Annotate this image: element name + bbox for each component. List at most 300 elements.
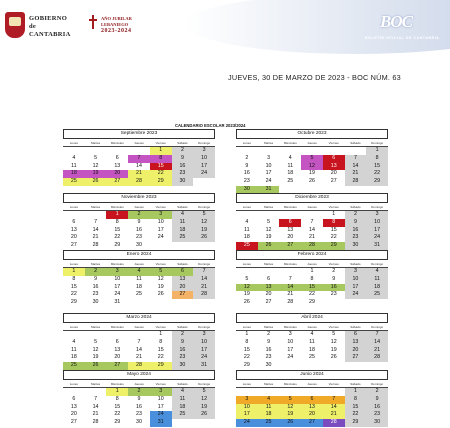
day-cell: 25	[172, 411, 194, 419]
empty-cell	[258, 388, 280, 396]
day-cell: 11	[287, 162, 294, 169]
day-cell: 17	[265, 170, 272, 177]
day-cell: 30	[92, 299, 99, 306]
day-grid	[63, 147, 215, 186]
empty-cell	[63, 331, 85, 339]
day-cell: 27	[106, 178, 128, 186]
day-cell: 11	[71, 346, 77, 353]
day-cell: 25	[136, 291, 142, 298]
day-cell: 10	[157, 218, 164, 225]
day-cell: 12	[301, 163, 323, 171]
day-cell: 2	[366, 388, 388, 396]
day-cell: 13	[70, 226, 77, 233]
weekday-name: Jueves	[134, 141, 144, 145]
day-cell: 24	[193, 354, 215, 362]
day-cell: 17	[157, 403, 164, 410]
day-cell: 15	[70, 283, 77, 290]
day-cell: 7	[128, 155, 150, 163]
empty-cell	[236, 268, 258, 276]
day-cell: 21	[92, 234, 99, 241]
day-cell: 28	[128, 178, 150, 186]
day-cell: 26	[85, 178, 107, 186]
month-block	[63, 370, 215, 427]
empty-cell	[63, 147, 85, 155]
day-cell: 22	[309, 291, 315, 298]
day-cell: 26	[157, 291, 164, 298]
day-cell: 13	[70, 403, 77, 410]
weekday-name: Sábado	[177, 382, 188, 386]
day-cell: 3	[193, 331, 215, 339]
day-grid	[63, 268, 215, 307]
weekday-name: Miércoles	[110, 262, 124, 266]
boc-subtitle: BOLETÍN OFICIAL DE CANTABRIA	[365, 36, 440, 40]
day-cell: 23	[136, 411, 142, 418]
day-cell: 9	[137, 395, 141, 402]
day-cell: 1	[150, 147, 172, 155]
weekday-name: Miércoles	[110, 205, 124, 209]
weekday-name: Martes	[90, 382, 101, 386]
jubilar-line-1: AÑO JUBILAR	[101, 16, 132, 21]
day-cell: 13	[114, 162, 121, 169]
day-cell: 2	[332, 268, 336, 274]
day-cell: 22	[345, 411, 367, 419]
day-cell: 27	[70, 242, 77, 249]
weekday-name: Viernes	[328, 141, 339, 145]
day-cell: 1	[310, 268, 314, 274]
day-cell: 2	[128, 211, 150, 219]
day-cell: 26	[85, 362, 107, 370]
empty-cell	[345, 147, 367, 155]
day-cell: 10	[157, 395, 164, 402]
day-cell: 1	[106, 388, 128, 396]
day-cell: 18	[172, 404, 194, 412]
day-cell: 20	[265, 291, 272, 298]
day-cell: 29	[70, 299, 77, 306]
day-cell: 8	[366, 155, 388, 163]
day-cell: 12	[279, 404, 301, 412]
day-cell: 14	[92, 226, 99, 233]
empty-cell	[85, 388, 107, 396]
day-cell: 25	[63, 178, 85, 186]
day-cell: 31	[114, 299, 121, 306]
day-cell: 18	[258, 411, 280, 419]
day-cell: 20	[114, 354, 121, 361]
day-cell: 7	[366, 331, 388, 339]
empty-cell	[258, 268, 280, 276]
day-cell: 14	[366, 339, 388, 347]
day-cell: 11	[136, 275, 142, 282]
empty-cell	[301, 388, 323, 396]
day-cell: 23	[136, 234, 142, 241]
day-cell: 29	[114, 419, 121, 426]
day-cell: 14	[323, 404, 345, 412]
day-cell: 29	[114, 242, 121, 249]
weekday-name: Martes	[263, 262, 274, 266]
day-cell: 4	[310, 331, 314, 337]
day-cell: 2	[245, 154, 249, 161]
day-cell: 4	[245, 218, 249, 225]
day-cell: 26	[193, 234, 215, 242]
day-cell: 5	[150, 268, 172, 276]
day-cell: 20	[345, 347, 367, 355]
weekday-name: Martes	[263, 382, 274, 386]
weekday-name: Lunes	[242, 141, 251, 145]
day-cell: 10	[345, 276, 367, 284]
weekday-name: Jueves	[134, 325, 144, 329]
weekday-name: Sábado	[177, 262, 188, 266]
weekday-name: Sábado	[350, 382, 361, 386]
empty-cell	[85, 211, 107, 219]
day-cell: 18	[309, 346, 315, 353]
day-cell: 4	[172, 388, 194, 396]
day-cell: 29	[243, 362, 250, 369]
day-cell: 6	[115, 338, 119, 345]
day-cell: 15	[301, 284, 323, 292]
day-cell: 26	[193, 411, 215, 419]
day-cell: 28	[193, 291, 215, 299]
day-cell: 10	[366, 219, 388, 227]
day-cell: 3	[193, 147, 215, 155]
day-cell: 24	[265, 178, 272, 185]
empty-cell	[258, 147, 280, 155]
day-cell: 2	[345, 211, 367, 219]
day-cell: 19	[265, 234, 272, 241]
day-cell: 6	[267, 275, 271, 282]
weekday-name: Lunes	[69, 262, 78, 266]
day-cell: 25	[309, 354, 315, 361]
day-cell: 10	[114, 275, 121, 282]
day-cell: 16	[136, 403, 142, 410]
empty-cell	[63, 211, 85, 219]
day-cell: 29	[150, 362, 172, 370]
day-grid	[236, 388, 388, 427]
day-cell: 3	[150, 211, 172, 219]
weekday-name: Sábado	[350, 205, 361, 209]
day-cell: 8	[310, 275, 314, 282]
day-cell: 30	[236, 186, 258, 194]
month-name: Abril 2024	[236, 313, 388, 323]
day-cell: 19	[193, 404, 215, 412]
weekday-name: Jueves	[134, 262, 144, 266]
weekday-name: Jueves	[307, 382, 317, 386]
day-cell: 21	[287, 291, 294, 298]
day-cell: 4	[72, 338, 76, 345]
weekday-header	[63, 204, 215, 211]
day-cell: 1	[106, 211, 128, 219]
day-cell: 26	[330, 354, 337, 361]
day-cell: 6	[72, 218, 76, 225]
weekday-name: Lunes	[242, 382, 251, 386]
day-cell: 9	[332, 275, 336, 282]
day-cell: 19	[92, 354, 99, 361]
day-cell: 23	[330, 291, 337, 298]
weekday-name: Martes	[263, 205, 274, 209]
weekday-name: Martes	[263, 141, 274, 145]
day-cell: 20	[70, 411, 77, 418]
day-cell: 18	[287, 170, 294, 177]
day-cell: 2	[172, 147, 194, 155]
day-cell: 6	[72, 395, 76, 402]
empty-cell	[106, 331, 128, 339]
day-cell: 24	[193, 170, 215, 178]
weekday-header	[63, 324, 215, 331]
day-cell: 23	[243, 178, 250, 185]
day-cell: 27	[265, 299, 272, 306]
empty-cell	[128, 331, 150, 339]
weekday-name: Sábado	[177, 141, 188, 145]
day-cell: 18	[243, 234, 250, 241]
gov-line-2: de	[29, 23, 37, 30]
day-cell: 9	[345, 219, 367, 227]
day-cell: 29	[345, 419, 367, 427]
day-cell: 19	[157, 283, 164, 290]
day-cell: 11	[258, 404, 280, 412]
month-name: Febrero 2024	[236, 250, 388, 260]
day-cell: 1	[332, 211, 336, 217]
day-cell: 17	[236, 411, 258, 419]
month-name: Enero 2024	[63, 250, 215, 260]
day-cell: 20	[287, 234, 294, 241]
weekday-name: Sábado	[350, 325, 361, 329]
day-cell: 5	[193, 388, 215, 396]
empty-cell	[279, 268, 301, 276]
day-cell: 7	[323, 396, 345, 404]
day-cell: 22	[157, 354, 164, 361]
weekday-name: Viernes	[155, 325, 166, 329]
day-cell: 21	[193, 284, 215, 292]
day-cell: 15	[345, 404, 367, 412]
calendar-title: CALENDARIO ESCOLAR 2023/2024	[175, 123, 246, 128]
day-cell: 16	[323, 284, 345, 292]
weekday-name: Miércoles	[283, 205, 297, 209]
weekday-header	[236, 324, 388, 331]
day-cell: 19	[193, 227, 215, 235]
day-cell: 4	[172, 211, 194, 219]
day-cell: 3	[267, 154, 271, 161]
month-name: Noviembre 2023	[63, 193, 215, 203]
weekday-name: Viernes	[155, 262, 166, 266]
day-cell: 13	[172, 276, 194, 284]
day-cell: 11	[172, 219, 194, 227]
day-cell: 21	[345, 170, 367, 178]
day-cell: 12	[92, 162, 99, 169]
weekday-name: Sábado	[350, 141, 361, 145]
weekday-name: Sábado	[177, 205, 188, 209]
jubilar-logo-text	[101, 16, 132, 34]
day-cell: 7	[310, 218, 314, 225]
day-cell: 3	[236, 396, 258, 404]
month-block	[63, 250, 215, 307]
day-cell: 2	[172, 331, 194, 339]
day-cell: 3	[106, 268, 128, 276]
weekday-name: Jueves	[307, 141, 317, 145]
day-cell: 22	[366, 170, 388, 178]
day-cell: 12	[193, 396, 215, 404]
day-cell: 16	[92, 283, 99, 290]
day-cell: 28	[366, 354, 388, 362]
day-cell: 7	[94, 218, 98, 225]
day-cell: 29	[323, 242, 345, 250]
day-cell: 23	[92, 291, 99, 298]
weekday-name: Viernes	[328, 205, 339, 209]
day-cell: 17	[287, 346, 294, 353]
empty-cell	[323, 388, 345, 396]
day-cell: 6	[301, 396, 323, 404]
empty-cell	[301, 211, 323, 219]
day-cell: 21	[309, 234, 315, 241]
day-cell: 30	[345, 242, 367, 250]
weekday-name: Viernes	[155, 141, 166, 145]
day-cell: 30	[136, 419, 142, 426]
weekday-name: Domingo	[371, 205, 384, 209]
weekday-name: Domingo	[371, 141, 384, 145]
day-cell: 27	[279, 242, 301, 250]
day-cell: 28	[92, 419, 99, 426]
weekday-name: Viernes	[328, 262, 339, 266]
weekday-name: Viernes	[155, 382, 166, 386]
day-cell: 1	[345, 388, 367, 396]
day-cell: 15	[243, 346, 250, 353]
month-name: Septiembre 2023	[63, 129, 215, 139]
day-cell: 21	[323, 411, 345, 419]
day-grid	[236, 211, 388, 250]
day-cell: 27	[330, 178, 337, 185]
day-cell: 26	[309, 178, 315, 185]
day-cell: 10	[193, 155, 215, 163]
day-cell: 6	[323, 155, 345, 163]
weekday-name: Domingo	[198, 382, 211, 386]
day-cell: 16	[366, 404, 388, 412]
day-cell: 3	[288, 331, 292, 337]
day-cell: 19	[279, 411, 301, 419]
day-cell: 9	[366, 396, 388, 404]
weekday-name: Lunes	[242, 325, 251, 329]
day-cell: 27	[345, 354, 367, 362]
day-cell: 10	[287, 338, 294, 345]
day-cell: 17	[366, 227, 388, 235]
day-cell: 8	[72, 275, 76, 282]
day-cell: 22	[330, 234, 337, 241]
day-cell: 11	[71, 162, 77, 169]
day-cell: 11	[172, 396, 194, 404]
day-cell: 13	[323, 163, 345, 171]
day-cell: 1	[245, 331, 249, 337]
day-cell: 8	[150, 155, 172, 163]
day-cell: 17	[193, 163, 215, 171]
weekday-name: Sábado	[350, 262, 361, 266]
day-cell: 1	[63, 268, 85, 276]
day-cell: 28	[287, 299, 294, 306]
day-cell: 8	[115, 395, 119, 402]
day-cell: 22	[150, 170, 172, 178]
day-cell: 13	[114, 346, 121, 353]
weekday-name: Miércoles	[110, 382, 124, 386]
day-cell: 20	[172, 284, 194, 292]
day-cell: 13	[301, 404, 323, 412]
day-cell: 6	[172, 268, 194, 276]
day-cell: 23	[366, 411, 388, 419]
weekday-name: Domingo	[198, 262, 211, 266]
weekday-name: Lunes	[69, 382, 78, 386]
day-grid	[63, 211, 215, 250]
day-cell: 10	[265, 162, 272, 169]
weekday-name: Miércoles	[283, 141, 297, 145]
weekday-name: Domingo	[198, 325, 211, 329]
empty-cell	[63, 388, 85, 396]
day-cell: 5	[267, 218, 271, 225]
month-name: Diciembre 2023	[236, 193, 388, 203]
month-block	[236, 370, 388, 427]
month-block	[236, 250, 388, 307]
weekday-name: Domingo	[371, 262, 384, 266]
day-cell: 23	[172, 170, 194, 178]
day-cell: 15	[157, 346, 164, 353]
day-cell: 15	[114, 226, 121, 233]
weekday-name: Miércoles	[110, 141, 124, 145]
jubilar-years: 2023-2024	[101, 28, 132, 34]
day-cell: 31	[150, 419, 172, 427]
day-cell: 15	[150, 163, 172, 171]
day-cell: 8	[345, 396, 367, 404]
day-cell: 9	[172, 339, 194, 347]
day-cell: 10	[193, 339, 215, 347]
day-cell: 2	[267, 331, 271, 337]
day-grid	[236, 268, 388, 307]
day-cell: 3	[150, 388, 172, 396]
day-cell: 22	[243, 354, 250, 361]
month-block	[63, 193, 215, 250]
day-cell: 24	[157, 234, 164, 241]
day-cell: 28	[345, 178, 367, 186]
day-cell: 2	[128, 388, 150, 396]
day-cell: 17	[114, 283, 121, 290]
weekday-name: Domingo	[198, 205, 211, 209]
day-cell: 16	[265, 346, 272, 353]
weekday-header	[63, 261, 215, 268]
day-cell: 5	[332, 331, 336, 337]
page-header	[0, 0, 450, 62]
day-cell: 21	[366, 347, 388, 355]
day-cell: 14	[309, 226, 315, 233]
weekday-header	[236, 381, 388, 388]
day-cell: 18	[172, 227, 194, 235]
day-cell: 12	[157, 275, 164, 282]
day-grid	[63, 331, 215, 370]
weekday-name: Jueves	[307, 205, 317, 209]
day-cell: 26	[279, 419, 301, 427]
day-cell: 4	[288, 154, 292, 161]
weekday-name: Jueves	[307, 262, 317, 266]
weekday-header	[236, 261, 388, 268]
day-cell: 21	[128, 170, 150, 178]
day-cell: 25	[63, 362, 85, 370]
day-cell: 17	[157, 226, 164, 233]
jubilar-cross-icon	[89, 15, 97, 29]
day-cell: 8	[323, 219, 345, 227]
day-cell: 7	[137, 338, 141, 345]
day-cell: 14	[193, 276, 215, 284]
day-cell: 16	[345, 227, 367, 235]
month-block	[236, 129, 388, 194]
day-cell: 30	[366, 419, 388, 427]
day-cell: 21	[136, 354, 142, 361]
day-cell: 17	[345, 284, 367, 292]
day-grid	[63, 388, 215, 427]
empty-cell	[236, 147, 258, 155]
empty-cell	[279, 211, 301, 219]
day-cell: 17	[193, 347, 215, 355]
day-cell: 12	[92, 346, 99, 353]
